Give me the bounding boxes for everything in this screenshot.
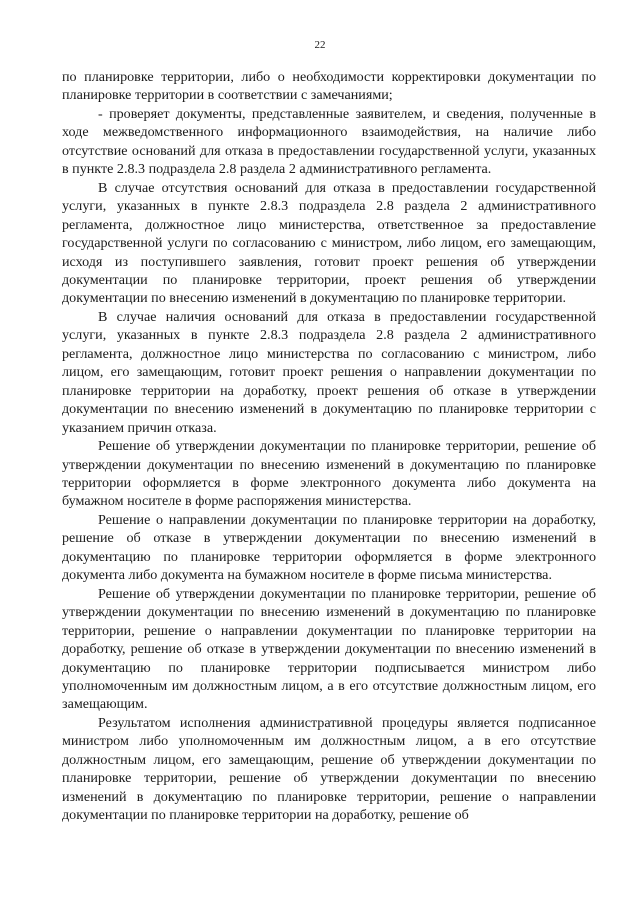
page-number: 22 — [314, 39, 326, 51]
paragraph: Результатом исполнения административной процедуры является подписанное министром либо уполномоченным им должностным лицом, а в его отсутствие должностным лицом, его замещающим, решение об утверждении документации по планировке территории, решение об утверждении документации по внесению изменений в документацию по планировке территории, решение о направлении документации по планировке территории на доработку, решение об — [62, 714, 596, 824]
paragraph: В случае наличия оснований для отказа в предоставлении государственной услуги, указанных в пункте 2.8.3 подраздела 2.8 раздела 2 административного регламента, должностное лицо министерства по согласованию с министром, либо лицом, его замещающим, готовит проект решения о направлении документации по планировке территории на доработку, проект решения об отказе в утверждении документации по внесению изменений в документацию по планировке территории с указанием причин отказа. — [62, 308, 596, 436]
paragraph: Решение об утверждении документации по планировке территории, решение об утверждении документации по внесению изменений в документацию по планировке территории, решение о направлении документации по планировке территории на доработку, решение об отказе в утверждении документации по внесению изменений в документацию по планировке территории подписывается министром либо уполномоченным им должностным лицом, а в его отсутствие должностным лицом, его замещающим. — [62, 585, 596, 713]
paragraph: Решение о направлении документации по планировке территории на доработку, решение об отказе в утверждении документации по внесению изменений в документацию по планировке территории оформляется в форме электронного документа либо документа на бумажном носителе в форме письма министерства. — [62, 511, 596, 584]
paragraph: Решение об утверждении документации по планировке территории, решение об утверждении документации по внесению изменений в документацию по планировке территории оформляется в форме электронного документа либо документа на бумажном носителе в форме распоряжения министерства. — [62, 438, 596, 510]
paragraph: В случае отсутствия оснований для отказа в предоставлении государственной услуги, указанных в пункте 2.8.3 подраздела 2.8 раздела 2 административного регламента, должностное лицо министерства, ответственное за предоставление государственной услуги по согласованию с министром, либо лицом, его замещающим, исходя из поступившего заявления, готовит проект решения об утверждении документации по планировке территории, проект решения об утверждении документации по внесению изменений в документацию по планировке территории. — [62, 179, 596, 307]
document-body — [62, 68, 596, 825]
paragraph: по планировке территории, либо о необходимости корректировки документации по планировке территории в соответствии с замечаниями; — [62, 69, 596, 104]
paragraph: - проверяет документы, представленные заявителем, и сведения, полученные в ходе межведомственного информационного взаимодействия, на наличие либо отсутствие оснований для отказа в предоставлении государственной услуги, указанных в пункте 2.8.3 подраздела 2.8 раздела 2 административного регламента. — [62, 105, 596, 178]
